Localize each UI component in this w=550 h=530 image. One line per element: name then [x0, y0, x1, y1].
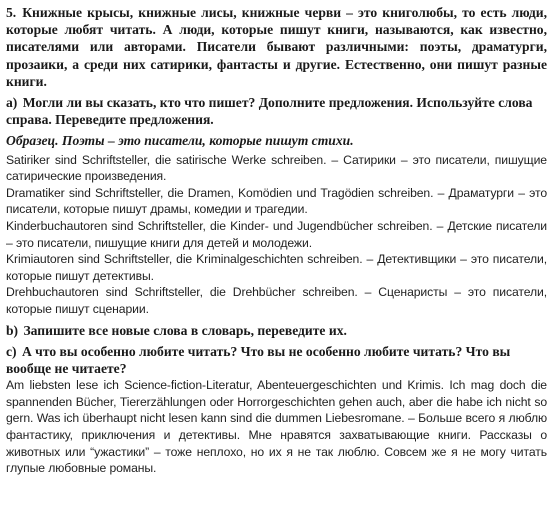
task-c-heading: [6, 343, 547, 377]
sentence-kinderbuchautoren: Kinderbuchautoren sind Schriftsteller, die Kinder- und Jugendbücher schreiben. – Детские писатели – это писатели, пишущие книги для детей и молодежи.: [6, 219, 547, 250]
sentence-krimiautoren: Krimiautoren sind Schriftsteller, die Kriminalgeschichten schreiben. – Детективщики – это писатели, которые пишут детективы.: [6, 252, 547, 283]
task-a-example: Образец. Поэты – это писатели, которые пишут стихи.: [6, 133, 354, 149]
task-a-heading: [6, 94, 547, 128]
task-b-heading: [6, 322, 547, 339]
exercise-intro-text: Книжные крысы, книжные лисы, книжные черви – это книголюбы, то есть люди, которые любят читать. А люди, которые пишут книги, называются, как известно, писателями или авторами. Писатели бывают различными: поэты, драматурги, прозаики, а среди них сатирики, фантасты и другие. Естественно, они пишут разные книги.: [6, 5, 547, 89]
task-a-letter: а): [6, 95, 18, 111]
sentence-drehbuchautoren: Drehbuchautoren sind Schriftsteller, die Drehbücher schreiben. – Сценаристы – это писатели, которые пишут сценарии.: [6, 285, 547, 316]
task-c-answer: Am liebsten lese ich Science-fiction-Literatur, Abenteuergeschichten und Krimis. Ich mag doch die spannenden Bücher, Tiererzählungen oder Horrorgeschichten gehen auch, aber die habe ich nicht so gern. Was ich überhaupt nicht lesen kann sind die dummen Liebesromane. – Больше всего я люблю фантастику, приключения и детективы. Мне нравятся захватывающие книги. Рассказы о животных или “ужастики” – тоже неплохо, но их я не так люблю. Совсем же я не могу читать глупые любовные романы.: [6, 378, 547, 476]
task-c-instruction: А что вы особенно любите читать? Что вы не особенно любите читать? Что вы вообще не читаете?: [6, 343, 511, 376]
sentence-satiriker: Satiriker sind Schriftsteller, die satirische Werke schreiben. – Сатирики – это писатели, пишущие сатирические произведения.: [6, 152, 547, 184]
task-b-letter: b): [6, 322, 19, 338]
exercise-number: 5.: [6, 5, 17, 20]
textbook-page: [6, 4, 547, 477]
task-b-instruction: Запишите все новые слова в словарь, переведите их.: [23, 322, 347, 338]
exercise-intro: [6, 4, 547, 90]
sentence-dramatiker: Dramatiker sind Schriftsteller, die Dramen, Komödien und Tragödien schreiben. – Драматурги – это писатели, которые пишут драмы, комедии и трагедии.: [6, 185, 547, 217]
task-c-letter: c): [6, 343, 17, 359]
task-a-instruction: Могли ли вы сказать, кто что пишет? Дополните предложения. Используйте слова справа. Переведите предложения.: [6, 95, 533, 128]
